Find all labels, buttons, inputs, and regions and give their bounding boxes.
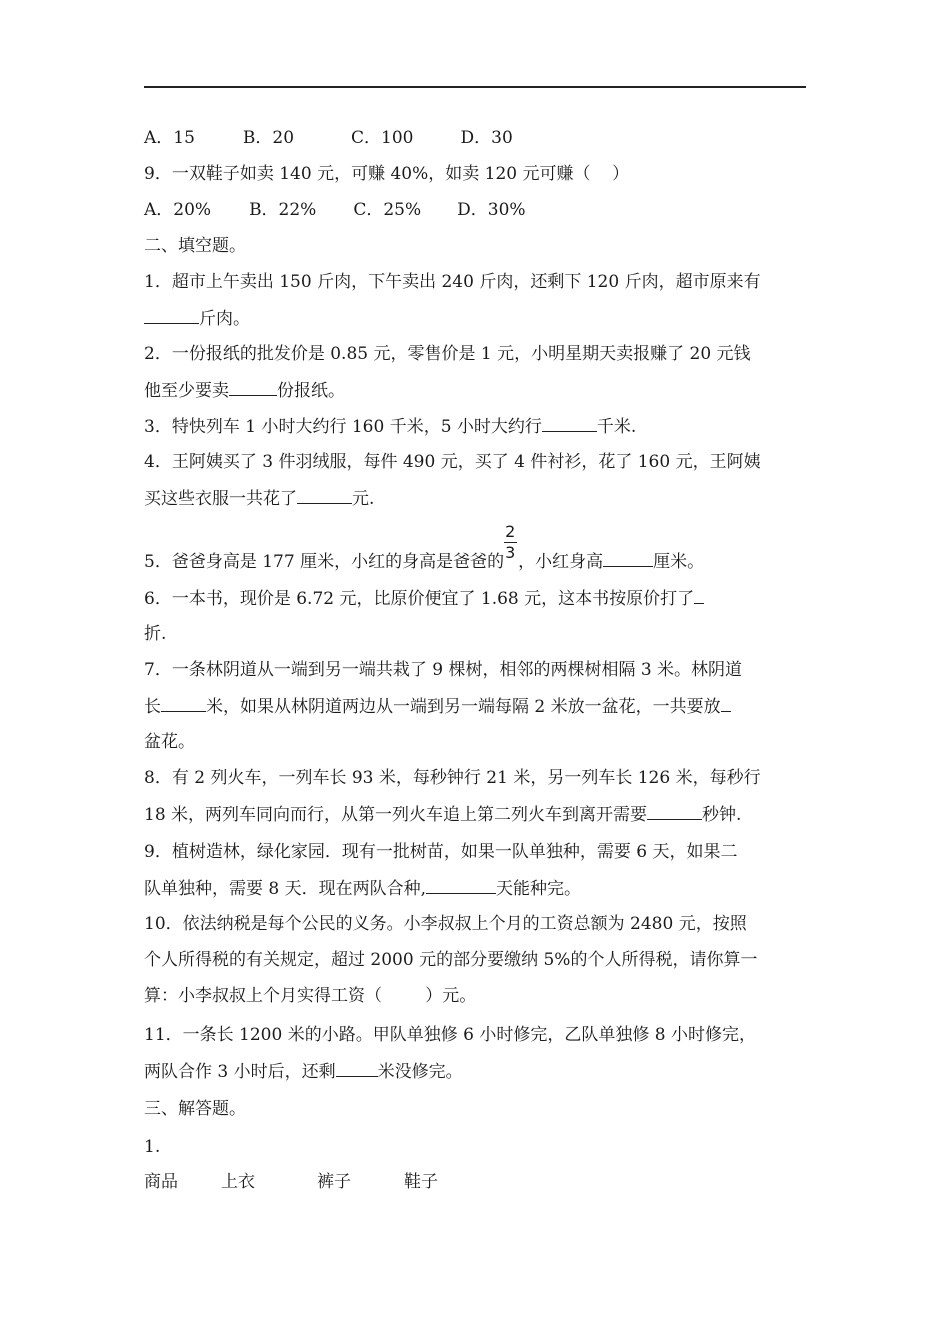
fill-q11-line1: 11．一条长 1200 米的小路。甲队单独修 6 小时修完，乙队单独修 8 小时修完， (144, 1025, 756, 1045)
fill-q1-line2: 斤肉。 (144, 307, 250, 330)
fill-q7-line2: 长 米，如果从林阴道两边从一端到另一端每隔 2 米放一盆花，一共要放 (144, 695, 731, 718)
fill-q3: 3．特快列车 1 小时大约行 160 千米，5 小时大约行 千米. (144, 417, 637, 437)
fill-q4-line2: 买这些衣服一共花了 元. (144, 489, 375, 509)
option-c: C．100 (351, 128, 414, 148)
option-d: D．30 (460, 128, 513, 148)
answer-blank[interactable] (229, 379, 277, 396)
question-text: 9．一双鞋子如卖 140 元，可赚 40%，如卖 120 元可赚（ ） (144, 164, 630, 184)
q9-options (144, 199, 526, 221)
answer-blank[interactable] (144, 307, 199, 324)
option-b: B．22% (249, 200, 317, 220)
answer-blank[interactable] (721, 695, 731, 712)
fill-q10-line2: 个人所得税的有关规定，超过 2000 元的部分要缴纳 5%的个人所得税，请你算一 (144, 950, 758, 970)
table-header-cell: 鞋子 (404, 1172, 438, 1192)
fill-q11-line2: 两队合作 3 小时后，还剩 米没修完。 (144, 1062, 463, 1082)
fill-q2-line2: 他至少要卖 份报纸。 (144, 381, 345, 401)
option-a: A．20% (144, 200, 212, 220)
fill-q5: 5．爸爸身高是 177 厘米，小红的身高是爸爸的 $\frac{2}{3}$ ，小红身高 厘米。 (144, 522, 705, 572)
answer-blank[interactable] (161, 695, 206, 712)
answer-blank[interactable] (542, 415, 597, 432)
option-b: B．20 (242, 128, 295, 148)
fill-q8-line2: 18 米，两列车同向而行，从第一列火车追上第二列火车到离开需要 秒钟. (144, 805, 742, 825)
fill-q10-line3: 算：小李叔叔上个月实得工资（ ）元。 (144, 986, 477, 1006)
fill-q2-line1: 2．一份报纸的批发价是 0.85 元，零售价是 1 元，小明星期天卖报赚了 20 元钱 (144, 344, 751, 364)
solve-q1-label: 1. (144, 1137, 161, 1157)
table-header-cell: 裤子 (317, 1172, 351, 1192)
question-9-choice (144, 163, 629, 185)
fill-q8-line1: 8．有 2 列火车，一列车长 93 米，每秒钟行 21 米，另一列车长 126 米，每秒行 (144, 768, 761, 788)
option-d: D．30% (457, 200, 526, 220)
answer-blank[interactable] (694, 587, 704, 604)
fill-q1-line1: 1．超市上午卖出 150 斤肉，下午卖出 240 斤肉，还剩下 120 斤肉，超市原来有 (144, 272, 761, 292)
answer-blank[interactable] (297, 487, 352, 504)
table-header-cell: 商品 (144, 1172, 178, 1192)
section-title-fill-in: 二、填空题。 (144, 236, 246, 256)
fill-q7-line1: 7．一条林阴道从一端到另一端共栽了 9 棵树，相邻的两棵树相隔 3 米。林阴道 (144, 660, 743, 680)
header-rule (144, 86, 806, 88)
fill-q9-line1: 9．植树造林，绿化家园．现有一批树苗，如果一队单独种，需要 6 天，如果二 (144, 842, 738, 862)
answer-blank[interactable] (426, 877, 496, 894)
answer-blank[interactable] (647, 803, 702, 820)
section-title-solve: 三、解答题。 (144, 1099, 246, 1119)
table-header-cell: 上衣 (221, 1172, 255, 1192)
fill-q6-line2: 折. (144, 624, 167, 644)
fill-q10-line1: 10．依法纳税是每个公民的义务。小李叔叔上个月的工资总额为 2480 元，按照 (144, 914, 747, 934)
fill-q4-line1: 4．王阿姨买了 3 件羽绒服，每件 490 元，买了 4 件衬衫，花了 160 元，王阿姨 (144, 452, 761, 472)
fill-q6-line1: 6．一本书，现价是 6.72 元，比原价便宜了 1.68 元，这本书按原价打了 (144, 587, 704, 610)
option-a: A．15 (144, 128, 195, 148)
fill-q7-line3: 盆花。 (144, 732, 195, 752)
answer-blank[interactable] (336, 1060, 378, 1077)
q8-options (144, 127, 513, 149)
fraction-two-thirds: $\frac{2}{3}$ (505, 522, 516, 562)
option-c: C．25% (353, 200, 422, 220)
answer-blank[interactable] (603, 550, 653, 567)
fill-q9-line2: 队单独种，需要 8 天．现在两队合种, 天能种完。 (144, 879, 582, 899)
